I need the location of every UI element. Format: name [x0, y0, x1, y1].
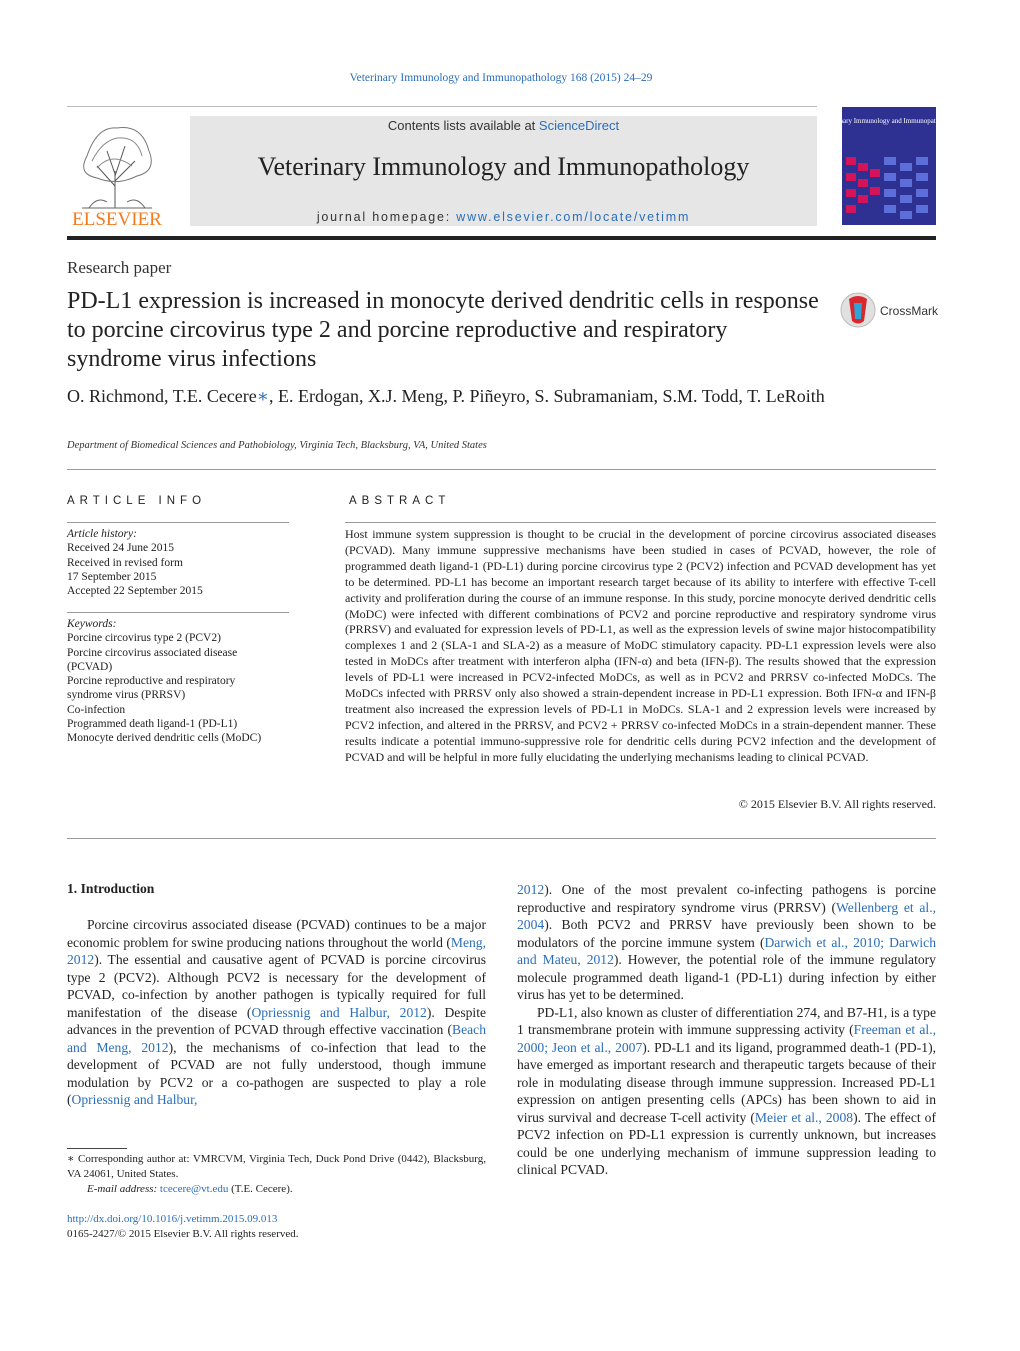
article-type: Research paper: [67, 258, 172, 277]
cover-title: Veterinary Immunology and Immunopathology: [822, 117, 956, 125]
citation-link[interactable]: Meier et al., 2008: [754, 1109, 854, 1125]
history-label: Article history:: [67, 528, 137, 540]
article-history: [67, 527, 289, 598]
keyword: Programmed death ligand-1 (PD-L1): [67, 718, 238, 731]
keyword: Porcine circovirus type 2 (PCV2): [67, 632, 221, 645]
abstract-copyright: © 2015 Elsevier B.V. All rights reserved.: [738, 797, 936, 811]
keyword: Porcine reproductive and respiratory: [67, 675, 236, 688]
footnote-mark: ∗: [67, 1153, 75, 1165]
doi-link[interactable]: http://dx.doi.org/10.1016/j.vetimm.2015.09.013: [67, 1213, 278, 1225]
section-heading-introduction: 1. Introduction: [67, 881, 155, 896]
contents-availability: [190, 118, 817, 133]
abstract-text: Host immune system suppression is thought to be crucial in the development of porcine circovirus associated diseases (PCVAD). Many immune suppressive mechanisms have been studied in cases of PCVAD, however, the role of programmed death ligand-1 (PD-L1) during porcine circovirus type 2 (PCV2) infection and PCVAD development has yet to be determined. PD-L1 has become an important research target because of its ability to interfere with effective T-cell activity and proliferation during the course of an immune response. In this study, porcine monocyte derived dendritic cells (MoDC) were infected with different combinations of PCV2 and porcine reproductive and respiratory syndrome virus (PRRSV) and evaluated for expression levels of PD-L1, as well as the expression levels of swine major histocompatibility complexes 1 and 2 (SLA-1 and SLA-2) as a measure of MoDC stimulatory capacity. PD-L1 expression levels were also tested in MoDCs after treatment with interferon alpha (IFN-α) and beta (IFN-β). The results showed that the expression levels of PD-L1 were increased in PCV2-infected MoDCs, as well as in PCV2 and PRRSV co-infected MoDCs. The MoDCs infected with PRRSV only also showed a strain-dependent increase in PD-L1 expression. Both IFN-α and IFN-β treatment also increased the expression levels of PD-L1 in MoDCs. SLA-1 and 2 expression levels were increased by PCV2 infection, and altered in the PRRSV, and PCV2 + PRRSV co-infected MoDCs in a strain-dependent manner. These results indicate a potential immuno-suppressive role for dendritic cells during PCV2 infection and the development of PCVAD and will be helpful in more fully elucidating the underlying mechanisms leading to clinical PCVAD.: [345, 527, 936, 764]
text-run: PD-L1, also known as cluster of differentiation 274, and B7-H1, is a type 1 transmembrane protein with immune suppressing activity (: [517, 1004, 936, 1037]
keyword: Co-infection: [67, 703, 126, 716]
history-entry: Accepted 22 September 2015: [67, 585, 203, 598]
text-run: Porcine circovirus associated disease (PCVAD) continues to be a major economic problem for swine producing nations throughout the world (: [67, 917, 486, 950]
crossmark-badge[interactable]: [840, 291, 940, 331]
elsevier-logo[interactable]: [67, 116, 167, 228]
article-title: PD-L1 expression is increased in monocyte derived dendritic cells in response to porcine circovirus type 2 and porcine reproductive and respiratory syndrome virus infections: [67, 288, 819, 372]
email-suffix: (T.E. Cecere).: [228, 1182, 293, 1195]
text-run: ). One of the most prevalent co-infecting pathogens is porcine reproductive and respiratory syndrome virus (PRRSV) (: [517, 882, 936, 915]
keyword: (PCVAD): [67, 660, 113, 673]
citation-link[interactable]: Freeman et al., 2000; Jeon et al., 2007: [517, 1022, 936, 1055]
citation-link[interactable]: Meng, 2012: [67, 934, 486, 967]
text-run: ). Despite advances in the prevention of PCVAD through effective vaccination (: [67, 1004, 486, 1037]
header-thick-divider: [67, 236, 936, 240]
abstract-end-divider: [67, 838, 936, 839]
crossmark-label: CrossMark: [880, 304, 939, 318]
citation-link[interactable]: Opriessnig and Halbur,: [71, 1092, 198, 1107]
citation-link[interactable]: Darwich et al., 2010; Darwich and Mateu, 2012: [517, 934, 936, 967]
journal-name: Veterinary Immunology and Immunopathology: [257, 152, 750, 181]
author-affiliation: Department of Biomedical Sciences and Pathobiology, Virginia Tech, Blacksburg, VA, United States: [67, 440, 487, 451]
sciencedirect-link[interactable]: ScienceDirect: [538, 118, 620, 133]
abstract-divider: [345, 522, 936, 523]
keywords-label: Keywords:: [67, 618, 117, 630]
corresponding-author-footnote: [67, 1152, 486, 1196]
abstract-heading: ABSTRACT: [349, 495, 451, 507]
homepage-link[interactable]: www.elsevier.com/locate/vetimm: [456, 210, 691, 224]
text-run: ). The essential and causative agent of PCVAD is porcine circovirus type 2 (PCV2). Although PCV2 is necessary for the development of PCVAD, co-infection by another pathogen is typically required for full manifestation of the disease (: [67, 952, 486, 1020]
history-entry: 17 September 2015: [67, 570, 157, 583]
footnote-email: [67, 1182, 486, 1197]
journal-citation[interactable]: Veterinary Immunology and Immunopathology 168 (2015) 24–29: [349, 72, 653, 84]
authors-rest: , E. Erdogan, X.J. Meng, P. Piñeyro, S. Subramaniam, S.M. Todd, T. LeRoith: [269, 386, 825, 406]
citation-link[interactable]: Beach and Meng, 2012: [67, 1022, 486, 1055]
issn-copyright: 0165-2427/© 2015 Elsevier B.V. All rights reserved.: [67, 1227, 299, 1240]
footnote-address: [67, 1152, 486, 1182]
keyword: syndrome virus (PRRSV): [67, 689, 186, 702]
title-divider: [67, 469, 936, 470]
footnote-divider: [67, 1148, 127, 1149]
body-column-right: [517, 881, 936, 1179]
text-run: ). PD-L1 and its ligand, programmed death-1 (PD-1), have emerged as important research and therapeutic targets because of their role in modulating disease through immune suppression. Increased PD-L1 expression on antigen presenting cells (APCs) has been shown to aid in virus survival and decrease T-cell activity (: [517, 1039, 936, 1125]
footnote-text: Corresponding author at: VMRCVM, Virginia Tech, Duck Pond Drive (0442), Blacksburg, VA 24061, United States.: [67, 1153, 486, 1180]
intro-paragraph-1: [67, 916, 486, 1109]
corresponding-author-mark[interactable]: ∗: [256, 386, 270, 406]
keyword: Porcine circovirus associated disease: [67, 646, 238, 659]
keywords-divider: [67, 612, 289, 613]
text-run: ). The effect of PCV2 infection on PD-L1 expression is currently unknown, but increases could be one underlying mechanism of immune suppression leading to clinical PCVAD.: [517, 1109, 936, 1177]
contents-prefix: Contents lists available at: [387, 118, 539, 133]
authors-first: O. Richmond, T.E. Cecere: [67, 386, 257, 406]
cover-art: [822, 107, 956, 225]
journal-masthead: [190, 116, 817, 226]
elsevier-tree-icon: [67, 116, 167, 228]
article-info-divider: [67, 522, 289, 523]
journal-cover-thumbnail[interactable]: [822, 107, 956, 225]
keyword-list: [67, 617, 289, 746]
keyword: Monocyte derived dendritic cells (MoDC): [67, 732, 262, 745]
intro-paragraph-2: [517, 1004, 936, 1179]
article-info-heading: ARTICLE INFO: [67, 495, 207, 507]
elsevier-wordmark: ELSEVIER: [72, 209, 162, 230]
text-run: ). Both PCV2 and PRRSV have previously been shown to be modulators of the porcine immune system (: [517, 917, 936, 950]
homepage-prefix: journal homepage:: [316, 210, 457, 224]
history-entry: Received in revised form: [67, 556, 183, 569]
email-label: E-mail address:: [87, 1182, 160, 1195]
citation-link[interactable]: Wellenberg et al., 2004: [517, 899, 936, 932]
text-run: ), the mechanisms of co-infection that lead to the development of PCVAD are not fully understood, though immune modulation by PCV2 or a co-pathogen are suspected to play a role (: [67, 1039, 486, 1107]
body-column-left: [67, 916, 486, 1109]
citation-link[interactable]: Opriessnig and Halbur, 2012: [251, 1004, 427, 1020]
text-run: ). However, the potential role of the immune regulatory molecule programmed death ligand-1 (PD-L1) during infection by either virus has yet to be determined.: [517, 952, 936, 1002]
header-divider: [67, 106, 817, 107]
journal-homepage: [190, 210, 817, 224]
author-list: [67, 385, 827, 407]
doi-block: [67, 1212, 299, 1242]
intro-paragraph-1-continued: [517, 881, 936, 1004]
email-link[interactable]: tcecere@vt.edu: [159, 1182, 229, 1195]
citation-link[interactable]: 2012: [517, 882, 545, 897]
history-entry: Received 24 June 2015: [67, 542, 174, 555]
crossmark-icon: [840, 291, 940, 331]
